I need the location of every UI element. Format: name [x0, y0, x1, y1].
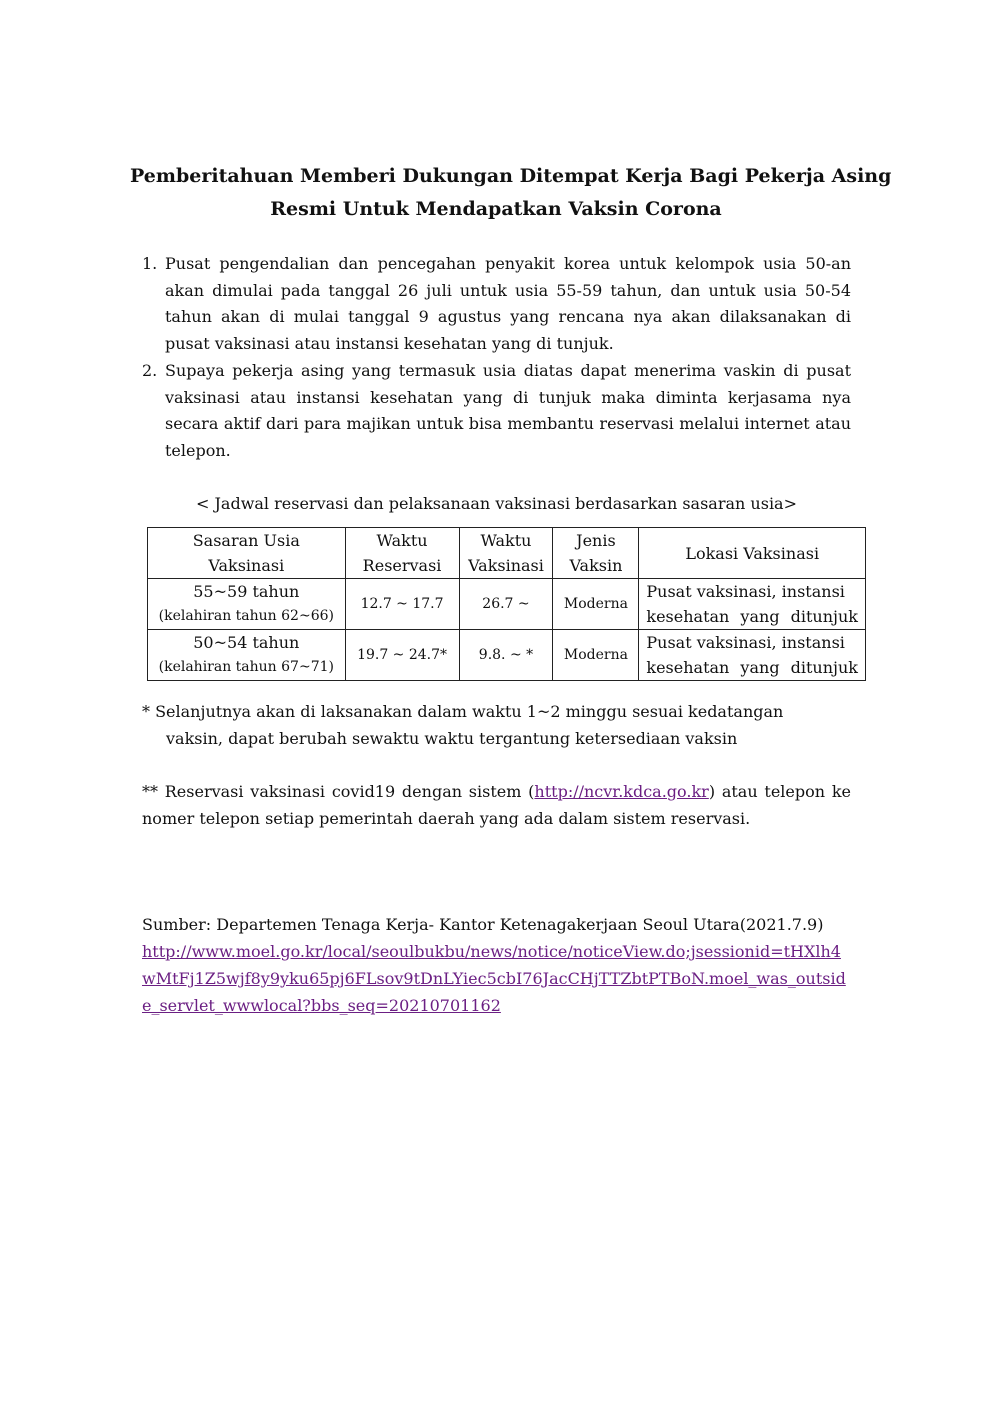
cell-age-group	[148, 630, 346, 681]
cell-location: Pusat vaksinasi, instansi kesehatan yang ditunjuk	[639, 630, 866, 681]
footnote-line: * Selanjutnya akan di laksanakan dalam waktu 1~2 minggu sesuai kedatangan	[142, 702, 784, 721]
header-text: Reservasi	[362, 556, 442, 575]
vaccination-schedule-table	[147, 527, 866, 681]
cell-vaccine-type: Moderna	[553, 630, 639, 681]
list-item	[142, 358, 851, 465]
list-item-text: Pusat pengendalian dan pencegahan penyakit korea untuk kelompok usia 50-an akan dimulai pada tanggal 26 juli untuk usia 55-59 tahun, dan untuk usia 50-54 tahun akan di mulai tanggal 9 agustus yang rencana nya akan dilaksanakan di pusat vaksinasi atau instansi kesehatan yang di tunjuk.	[165, 254, 851, 354]
ncvr-link[interactable]: http://ncvr.kdca.go.kr	[534, 782, 709, 801]
table-caption: < Jadwal reservasi dan pelaksanaan vaksinasi berdasarkan sasaran usia>	[196, 494, 797, 513]
header-text: Vaksinasi	[468, 556, 544, 575]
birth-years: (kelahiran tahun 67~71)	[158, 659, 334, 675]
footnote-line: vaksin, dapat berubah sewaktu waktu tergantung ketersediaan vaksin	[166, 728, 738, 748]
document-title	[130, 160, 892, 226]
table-row	[148, 630, 866, 681]
header-cell-jenis	[553, 528, 639, 579]
table-header-row	[148, 528, 866, 579]
list-item-number: 2.	[142, 360, 158, 380]
header-text: Vaksinasi	[208, 556, 285, 575]
source-label: Sumber: Departemen Tenaga Kerja- Kantor Ketenagakerjaan Seoul Utara(2021.7.9)	[142, 915, 824, 934]
list-item-text: Supaya pekerja asing yang termasuk usia diatas dapat menerima vaskin di pusat vaksinasi atau instansi kesehatan yang di tunjuk maka diminta kerjasama nya secara aktif dari para majikan untuk bisa membantu reservasi melalui internet atau telepon.	[165, 360, 851, 460]
title-line-2: Resmi Untuk Mendapatkan Vaksin Corona	[270, 198, 722, 220]
list-item	[142, 251, 851, 358]
cell-location: Pusat vaksinasi, instansi kesehatan yang ditunjuk	[639, 579, 866, 630]
title-line-1: Pemberitahuan Memberi Dukungan Ditempat Kerja Bagi Pekerja Asing	[130, 165, 892, 187]
footnote-text: ) atau telepon ke nomer telepon setiap pemerintah daerah yang ada dalam sistem reservasi.	[142, 782, 852, 828]
header-cell-vaksinasi	[459, 528, 553, 579]
numbered-list	[142, 251, 851, 465]
header-cell-sasaran	[148, 528, 346, 579]
header-text: Sasaran Usia	[192, 531, 300, 550]
source-section	[142, 911, 851, 1019]
cell-vaccination-period: 9.8. ~ *	[459, 630, 553, 681]
header-cell-lokasi: Lokasi Vaksinasi	[639, 528, 866, 579]
footnote-double-asterisk	[142, 779, 851, 832]
footnote-text: ** Reservasi vaksinasi covid19 dengan sistem (	[142, 782, 535, 801]
cell-vaccination-period: 26.7 ~	[459, 579, 553, 630]
age-range: 50~54 tahun	[193, 633, 300, 652]
footnote-single-asterisk	[142, 699, 851, 752]
birth-years: (kelahiran tahun 62~66)	[158, 608, 334, 624]
header-text: Jenis	[576, 531, 616, 550]
header-cell-reservasi	[345, 528, 459, 579]
table-row	[148, 579, 866, 630]
cell-vaccine-type: Moderna	[553, 579, 639, 630]
source-url-link[interactable]: http://www.moel.go.kr/local/seoulbukbu/news/notice/noticeView.do;jsessionid=tHXlh4wMtFj1Z5wjf8y9yku65pj6FLsov9tDnLYiec5cbI76JacCHjTTZbtPTBoN.moel_was_outside_servlet_wwwlocal?bbs_seq=20210701162	[142, 942, 846, 1015]
list-item-number: 1.	[142, 254, 158, 273]
age-range: 55~59 tahun	[193, 582, 300, 601]
header-text: Waktu	[480, 531, 532, 550]
cell-reservation-period: 19.7 ~ 24.7*	[345, 630, 459, 681]
header-text: Vaksin	[569, 556, 623, 575]
cell-age-group	[148, 579, 346, 630]
header-text: Waktu	[376, 531, 428, 550]
cell-reservation-period: 12.7 ~ 17.7	[345, 579, 459, 630]
